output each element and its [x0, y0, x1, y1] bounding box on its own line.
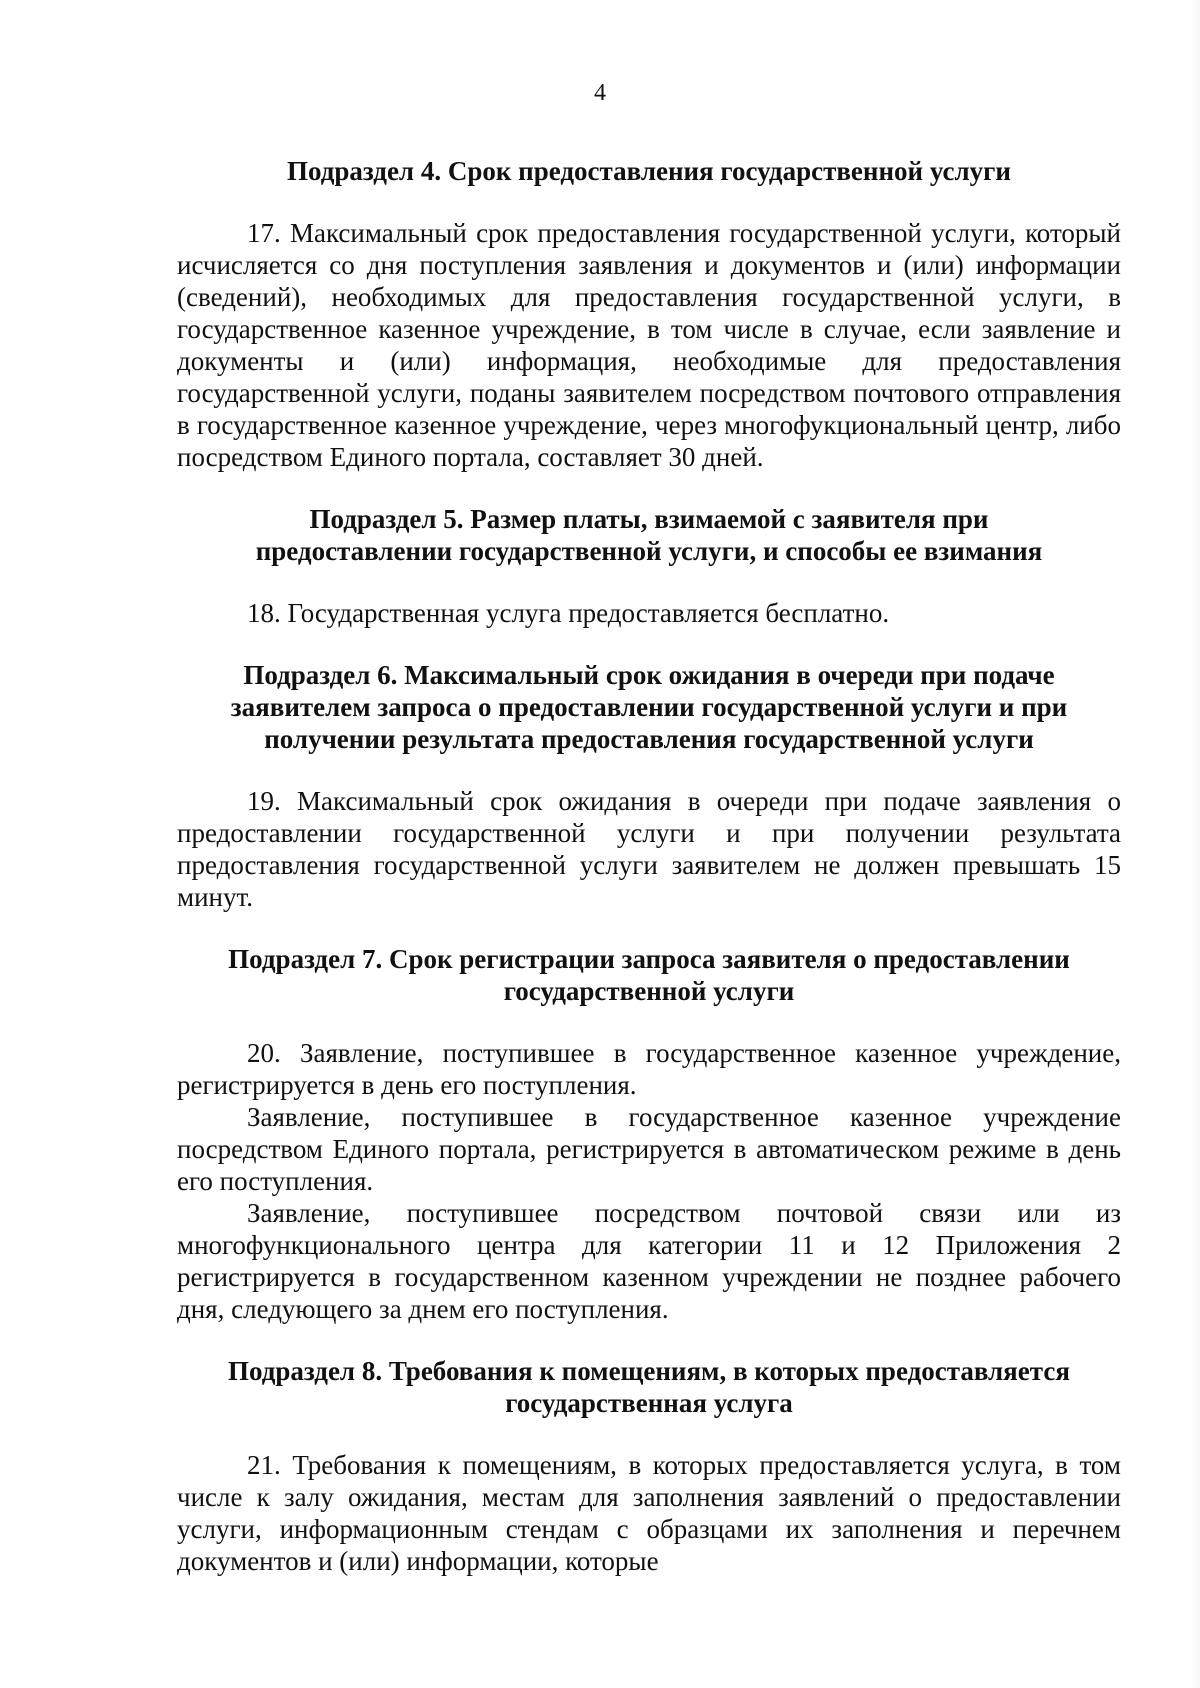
scan-edge-shadow [1190, 0, 1200, 1688]
paragraph: Заявление, поступившее в государственное казенное учреждение посредством Единого портала, регистрируется в автоматическом режиме в день его поступления. [177, 1102, 1121, 1196]
section-heading-line: государственная услуга [505, 1388, 793, 1418]
section-heading-line: Подраздел 8. Требования к помещениям, в которых предоставляется [228, 1356, 1070, 1386]
document-body [177, 155, 1121, 1577]
paragraph: 21. Требования к помещениям, в которых предоставляется услуга, в том числе к залу ожидания, местам для заполнения заявлений о предоставлении услуги, информационным стендам с образцами их заполнения и перечнем документов и (или) информации, которые [177, 1450, 1121, 1576]
section-heading-line: государственной услуги [503, 976, 795, 1006]
paragraph: 20. Заявление, поступившее в государственное казенное учреждение, регистрируется в день его поступления. [177, 1038, 1121, 1100]
section-heading-line: Подраздел 6. Максимальный срок ожидания в очереди при подаче [243, 660, 1055, 690]
paragraph: 17. Максимальный срок предоставления государственной услуги, который исчисляется со дня поступления заявления и документов и (или) информации (сведений), необходимых для предоставления государственной услуги, в государственное казенное учреждение, в том числе в случае, если заявление и документы и (или) информация, необходимые для предоставления государственной услуги, поданы заявителем посредством почтового отправления в государственное казенное учреждение, через многофукциональный центр, либо посредством Единого портала, составляет 30 дней. [177, 218, 1121, 472]
section-heading-line: получении результата предоставления государственной услуги [264, 724, 1034, 754]
paragraph: 19. Максимальный срок ожидания в очереди при подаче заявления о предоставлении государственной услуги и при получении результата предоставления государственной услуги заявителем не должен превышать 15 минут. [177, 786, 1121, 912]
section-heading-line: Подраздел 7. Срок регистрации запроса заявителя о предоставлении [228, 944, 1070, 974]
section-heading: Подраздел 4. Срок предоставления государственной услуги [287, 156, 1011, 186]
section-heading-line: Подраздел 5. Размер платы, взимаемой с заявителя при [309, 504, 989, 534]
section-heading-line: заявителем запроса о предоставлении государственной услуги и при [230, 692, 1068, 722]
section-heading-line: предоставлении государственной услуги, и способы ее взимания [255, 536, 1043, 566]
paragraph: 18. Государственная услуга предоставляется бесплатно. [247, 598, 890, 628]
paragraph: Заявление, поступившее посредством почтовой связи или из многофункционального центра для категории 11 и 12 Приложения 2 регистрируется в государственном казенном учреждении не позднее рабочего дня, следующего за днем его поступления. [177, 1198, 1121, 1324]
page-number: 4 [594, 80, 606, 106]
